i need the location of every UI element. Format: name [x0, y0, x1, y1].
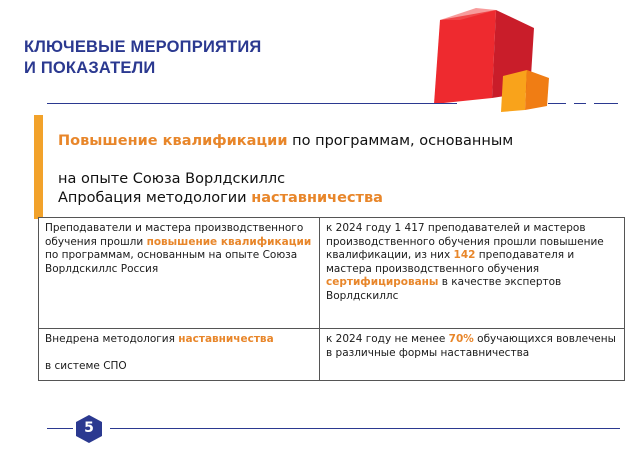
accent-bar — [34, 115, 43, 219]
cell-text: в системе СПО — [45, 360, 127, 372]
cell-text: по программам, основанным на опыте Союза Ворлдскиллс Россия — [45, 249, 298, 275]
intro-text — [58, 132, 633, 208]
intro-line-2: на опыте Союза Ворлдскиллс — [58, 171, 286, 187]
cell-highlight: повышение квалификации — [146, 235, 312, 248]
table-cell-indicator — [320, 218, 625, 329]
table-cell-activity — [39, 329, 320, 381]
cell-highlight: 70% — [448, 333, 474, 345]
table-row — [39, 218, 625, 329]
header-divider-right — [548, 103, 618, 104]
intro-highlight-mentoring: наставничества — [251, 190, 383, 206]
cell-highlight: наставничества — [178, 333, 274, 345]
slide-title-line-1: КЛЮЧЕВЫЕ МЕРОПРИЯТИЯ — [24, 38, 262, 56]
slide-title-line-2: И ПОКАЗАТЕЛИ — [24, 59, 156, 77]
table-cell-indicator — [320, 329, 625, 381]
cell-text: преподавателя и мастера производственного обучения — [326, 249, 575, 275]
intro-line-1 — [58, 132, 633, 151]
divider-gap — [566, 101, 574, 105]
intro-spacer — [58, 151, 633, 170]
kpi-table — [38, 217, 625, 381]
cell-text: Преподаватели и мастера производственного обучения прошли — [45, 222, 304, 248]
page-number: 5 — [84, 420, 94, 436]
intro-line-3-prefix: Апробация методологии — [58, 190, 252, 206]
table-row — [39, 329, 625, 381]
slide-title — [24, 37, 261, 79]
cell-text: обучающихся вовлечены в различные формы наставничества — [326, 333, 616, 359]
header-divider — [47, 103, 457, 104]
cell-highlight: 142 — [453, 249, 476, 261]
page-number-badge — [74, 414, 104, 444]
divider-gap — [586, 101, 594, 105]
intro-highlight-qualification: Повышение квалификации — [58, 133, 288, 149]
footer-divider-right — [110, 428, 620, 429]
footer-divider-left — [47, 428, 73, 429]
cell-highlight: сертифицированы — [326, 276, 439, 288]
cell-text: в качестве экспертов Ворлдскиллс — [326, 276, 562, 302]
orange-cube-icon — [497, 66, 555, 118]
intro-line-3 — [58, 189, 633, 208]
cell-text: к 2024 году не менее — [326, 333, 449, 345]
table-cell-activity — [39, 218, 320, 329]
cell-text: Внедрена методология — [45, 333, 179, 345]
intro-line-1-rest: по программам, основанным — [287, 133, 514, 149]
cell-text: к 2024 году 1 417 преподавателей и мастеров производственного обучения прошли повышение квалификации, из них — [326, 222, 604, 261]
